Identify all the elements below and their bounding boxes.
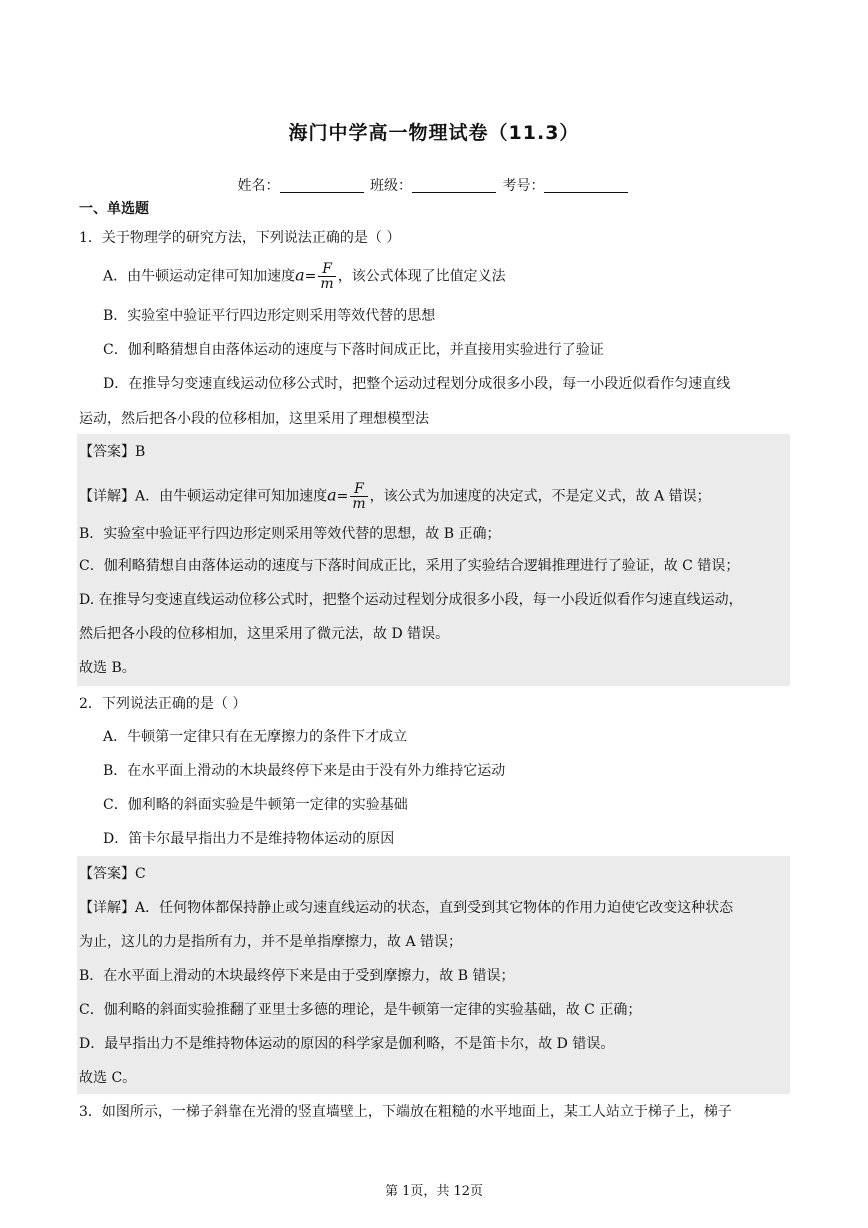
question-2-option-c: C．伽利略的斜面实验是牛顿第一定律的实验基础 (103, 797, 408, 813)
question-1-option-c: C．伽利略猜想自由落体运动的速度与下落时间成正比，并直接用实验进行了验证 (103, 342, 604, 358)
question-2-detail-a-line2: 为止，这儿的力是指所有力，并不是单指摩擦力，故 A 错误； (79, 934, 463, 950)
question-1-detail-a: 【详解】A．由牛顿运动定律可知加速度a= $\frac{F}{m}$ ，该公式为加速度的决定式，不是定义式，故 A 错误； (79, 481, 711, 512)
question-2-choose: 故选 C。 (79, 1070, 137, 1086)
question-1-detail-b: B．实验室中验证平行四边形定则采用等效代替的思想，故 B 正确； (79, 526, 501, 542)
exam-label: 考号： (502, 178, 545, 194)
question-3-stem: 3．如图所示，一梯子斜靠在光滑的竖直墙壁上，下端放在粗糙的水平地面上，某工人站立于梯子上，梯子 (79, 1104, 732, 1120)
question-1-option-d-line2: 运动，然后把各小段的位移相加，这里采用了理想模型法 (79, 411, 429, 427)
question-1-choose: 故选 B。 (79, 660, 136, 676)
formula-fraction: $\frac{F}{m}$ (320, 261, 334, 292)
question-2-detail-c: C．伽利略的斜面实验推翻了亚里士多德的理论，是牛顿第一定律的实验基础，故 C 正确； (79, 1002, 642, 1018)
section-heading: 一、单选题 (79, 201, 149, 217)
page-title: 海门中学高一物理试卷（11.3） (288, 122, 580, 144)
exam-blank (544, 178, 628, 193)
question-1-detail-d-line1: D. 在推导匀变速直线运动位移公式时，把整个运动过程划分成很多小段，每一小段近似看作匀速直线运动， (79, 592, 743, 608)
class-label: 班级： (370, 178, 412, 194)
name-label: 姓名： (237, 178, 280, 194)
question-2-detail-b: B．在水平面上滑动的木块最终停下来是由于受到摩擦力，故 B 错误； (79, 968, 515, 984)
question-1-answer: 【答案】B (79, 444, 146, 460)
question-1-detail-d-line2: 然后把各小段的位移相加，这里采用了微元法，故 D 错误。 (79, 626, 450, 642)
question-2-stem: 2．下列说法正确的是（ ） (79, 696, 247, 712)
student-info-line (0, 175, 868, 195)
formula-fraction: $\frac{F}{m}$ (352, 481, 366, 512)
question-1-detail-c: C．伽利略猜想自由落体运动的速度与下落时间成正比，采用了实验结合逻辑推理进行了验证，故 C 错误； (79, 558, 740, 574)
question-2-option-a: A．牛顿第一定律只有在无摩擦力的条件下才成立 (103, 729, 408, 745)
question-2-option-d: D．笛卡尔最早指出力不是维持物体运动的原因 (103, 831, 395, 847)
question-2-answer: 【答案】C (79, 866, 146, 882)
question-2-detail-a-line1: 【详解】A．任何物体都保持静止或匀速直线运动的状态，直到受到其它物体的作用力迫使它改变这种状态 (79, 900, 734, 916)
page-footer: 第 1页，共 12页 (384, 1184, 484, 1199)
name-blank (280, 178, 364, 193)
question-2-detail-d: D．最早指出力不是维持物体运动的原因的科学家是伽利略，不是笛卡尔，故 D 错误。 (79, 1036, 615, 1052)
question-1-stem: 1．关于物理学的研究方法，下列说法正确的是（ ） (79, 230, 401, 246)
question-2-option-b: B．在水平面上滑动的木块最终停下来是由于没有外力维持它运动 (103, 763, 506, 779)
class-blank (412, 178, 496, 193)
question-1-option-b: B．实验室中验证平行四边形定则采用等效代替的思想 (103, 308, 436, 324)
question-1-option-d-line1: D．在推导匀变速直线运动位移公式时，把整个运动过程划分成很多小段，每一小段近似看作匀速直线 (103, 376, 731, 392)
question-1-option-a: A．由牛顿运动定律可知加速度a= $\frac{F}{m}$ ，该公式体现了比值定义法 (103, 261, 506, 292)
